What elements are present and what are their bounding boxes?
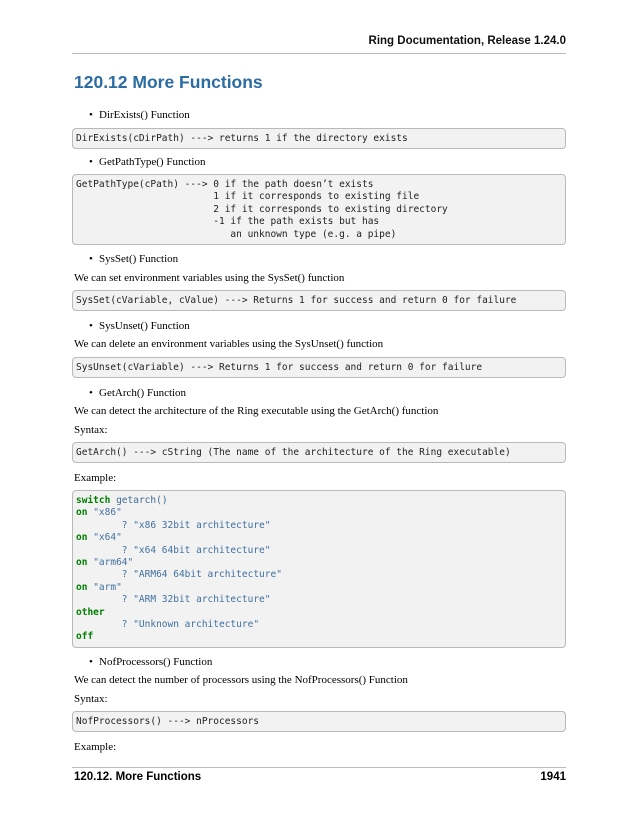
bullet-dot: •	[89, 109, 93, 121]
bullet-dot: •	[89, 156, 93, 168]
code-sysunset: SysUnset(cVariable) ---> Returns 1 for success and return 0 for failure	[72, 357, 566, 378]
footer-section: 120.12. More Functions	[74, 771, 202, 783]
footer-divider	[72, 767, 566, 768]
header-divider	[72, 53, 566, 54]
bullet-getpathtype: • GetPathType() Function	[89, 156, 206, 168]
example-label-getarch: Example:	[74, 472, 117, 484]
bullet-dot: •	[89, 253, 93, 265]
code-direxists: DirExists(cDirPath) ---> returns 1 if the directory exists	[72, 128, 566, 149]
desc-getarch: We can detect the architecture of the Ring executable using the GetArch() function	[74, 405, 439, 417]
code-getarch-syntax: GetArch() ---> cString (The name of the architecture of the Ring executable)	[72, 442, 566, 463]
desc-sysset: We can set environment variables using the SysSet() function	[74, 272, 345, 284]
bullet-nofprocessors: • NofProcessors() Function	[89, 656, 213, 668]
syntax-label-getarch: Syntax:	[74, 424, 108, 436]
desc-sysunset: We can delete an environment variables using the SysUnset() function	[74, 338, 384, 350]
example-label-nofprocessors: Example:	[74, 741, 117, 753]
code-getpathtype: GetPathType(cPath) ---> 0 if the path doesn’t exists 1 if it corresponds to existing file 2 if it corresponds to existing directory -1 if the path exists but has an unknown type (e.g. a pipe)	[72, 174, 566, 245]
code-getarch-example: switch getarch() on "x86" ? "x86 32bit architecture" on "x64" ? "x64 64bit architecture" on "arm64" ? "ARM64 64bit architecture" on "arm" ? "ARM 32bit architecture" other ? "Unknown architecture" off	[72, 490, 566, 648]
bullet-direxists: • DirExists() Function	[89, 109, 190, 121]
header-doc-title: Ring Documentation, Release 1.24.0	[368, 35, 566, 47]
footer-page-number: 1941	[540, 771, 566, 783]
section-title: 120.12 More Functions	[74, 72, 263, 92]
bullet-getarch: • GetArch() Function	[89, 387, 187, 399]
documentation-page	[72, 0, 566, 825]
code-nofprocessors-syntax: NofProcessors() ---> nProcessors	[72, 711, 566, 732]
bullet-dot: •	[89, 320, 93, 332]
bullet-dot: •	[89, 387, 93, 399]
bullet-dot: •	[89, 656, 93, 668]
desc-nofprocessors: We can detect the number of processors using the NofProcessors() Function	[74, 674, 408, 686]
syntax-label-nofprocessors: Syntax:	[74, 693, 108, 705]
bullet-sysset: • SysSet() Function	[89, 253, 179, 265]
bullet-sysunset: • SysUnset() Function	[89, 320, 190, 332]
code-sysset: SysSet(cVariable, cValue) ---> Returns 1 for success and return 0 for failure	[72, 290, 566, 311]
